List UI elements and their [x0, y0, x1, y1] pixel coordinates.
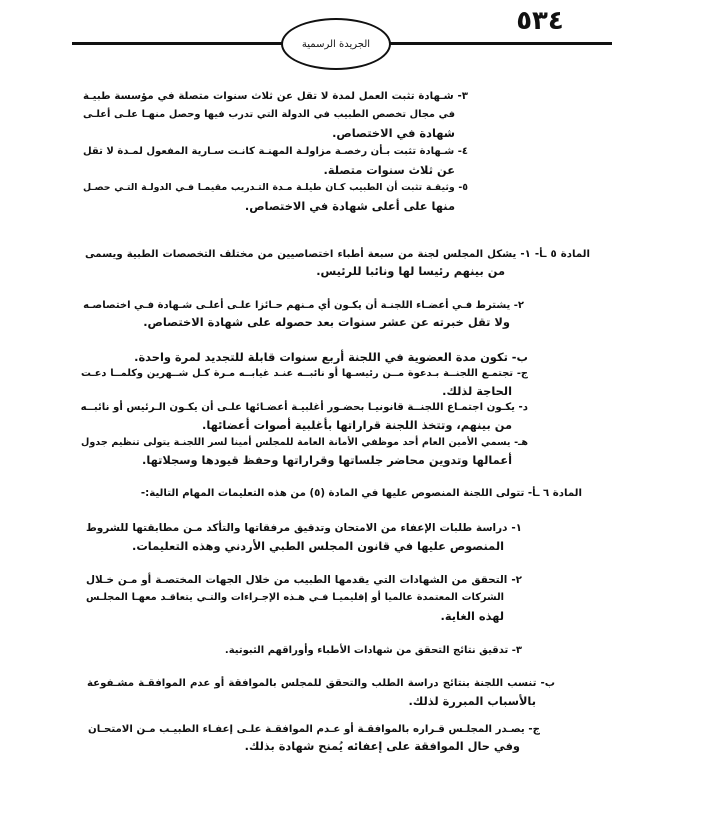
article-6-item-2-line: لهذه الغاية.: [440, 609, 504, 623]
article-6-item-1-line: ١- دراسة طلبات الإعفاء من الامتحان وتدقيق مرفقاتها والتأكد مـن مطابقتها للشروط: [86, 522, 522, 534]
article-6-item-b-line: بالأسباب المبررة لذلك.: [408, 694, 536, 708]
header-rule-right: [386, 42, 612, 45]
list-item-3-line: ٣- شـهادة تثبت العمل لمدة لا تقل عن ثلاث سنوات متصلة في مؤسسة طبيـة: [83, 91, 468, 102]
publication-name: الجريدة الرسمية: [301, 38, 371, 50]
article-5-line: من بينهم رئيسا لها ونائبا للرئيس.: [316, 264, 505, 278]
page-number: ٥٣٤: [516, 6, 564, 36]
article-5-item-d-line: من بينهم، وتتخذ اللجنة قراراتها بأغلبية أصوات أعضائها.: [202, 418, 512, 432]
article-5-item-e-line: هـ- يسمي الأمين العام أحد موظفي الأمانة العامة للمجلس أمينا لسر اللجنـة يتولى تنظيم جدول: [81, 437, 528, 448]
header-rule-left: [72, 42, 284, 45]
list-item-3-line: في مجال تخصص الطبيب في الدولة التي تدرب فيها وحصل منهـا علـى أعلـى: [83, 109, 455, 120]
list-item-3-line: شهادة في الاختصاص.: [332, 126, 455, 140]
article-5-item-b-line: ب- تكون مدة العضوية في اللجنة أربع سنوات قابلة للتجديد لمرة واحدة.: [134, 350, 528, 364]
masthead-ellipse: [281, 18, 391, 70]
article-5-item-2-line: ٢- يشترط فـي أعضـاء اللجنـة أن يكـون أي مـنهم حـائزا علـى أعلـى شـهادة فـي اختصاصـه: [83, 300, 524, 311]
article-6-item-c-line: ج- يصـدر المجلـس قـراره بالموافقـة أو عـدم الموافقـة علـى إعفـاء الطبيـب مـن الامتحـان: [88, 724, 540, 735]
article-6-item-1-line: المنصوص عليها في قانون المجلس الطبي الأردني وهذه التعليمات.: [132, 539, 504, 553]
list-item-4-line: عن ثلاث سنوات متصلة.: [323, 163, 455, 177]
article-5-item-2-line: ولا تقل خبرته عن عشر سنوات بعد حصوله على شهادة الاختصاص.: [143, 315, 510, 329]
article-5-item-c-line: الحاجة لذلك.: [442, 384, 512, 398]
article-5-item-e-line: أعمالها وتدوين محاضر جلساتها وقراراتها وحفظ قيودها وسجلاتها.: [142, 453, 512, 467]
list-item-5-line: منها على أعلى شهادة في الاختصاص.: [244, 199, 455, 213]
article-6-heading: المادة ٦ ـأ- تتولى اللجنة المنصوص عليها في المادة (٥) من هذه التعليمات المهام التالية:-: [140, 488, 582, 499]
article-6-item-3-line: ٣- تدقيق نتائج التحقق من شهادات الأطباء وأوراقهم الثبوتية.: [224, 645, 522, 656]
article-6-item-2-line: الشركات المعتمدة عالميا أو إقليميـا فـي هـذه الإجـراءات والتـي يتعاقـد معهـا المجلـس: [86, 592, 504, 603]
article-5-heading-line: المادة ٥ ـأ- ١- يشكل المجلس لجنة من سبعة أطباء اختصاصيين من مختلف التخصصات الطبية ويسمى: [85, 249, 591, 260]
article-5-item-d-line: د- يكـون اجتمـاع اللجنــة قانونيـا بحضـور أغلبيـة أعضـائها علـى أن يكـون الـرئيس أو نائبــه: [80, 402, 528, 413]
article-6-item-2-line: ٢- التحقق من الشهادات التي يقدمها الطبيب من خلال الجهات المختصـة أو مـن خـلال: [86, 574, 522, 586]
article-5-item-c-line: ج- تجتمـع اللجنــة بـدعوة مــن رئيسـها أو نائبــه عنـد غيابــه مـرة كـل شــهرين وكلمــا دعـت: [81, 368, 528, 379]
article-6-item-b-line: ب- تنسب اللجنة بنتائج دراسة الطلب والتحقق للمجلس بالموافقة أو عدم الموافقـة مشـفوعة: [87, 678, 555, 689]
article-6-item-c-line: وفي حال الموافقة على إعفائه يُمنح شهادة بذلك.: [244, 739, 520, 753]
list-item-5-line: ٥- وثيقـة تثبت أن الطبيب كـان طيلـة مـدة التـدريب مقيمـا فـي الدولـة التـي حصـل: [83, 182, 468, 193]
list-item-4-line: ٤- شـهادة تثبت بـأن رخصـة مزاولـة المهنـة كانـت سـارية المفعول لمـدة لا تقل: [83, 146, 468, 157]
